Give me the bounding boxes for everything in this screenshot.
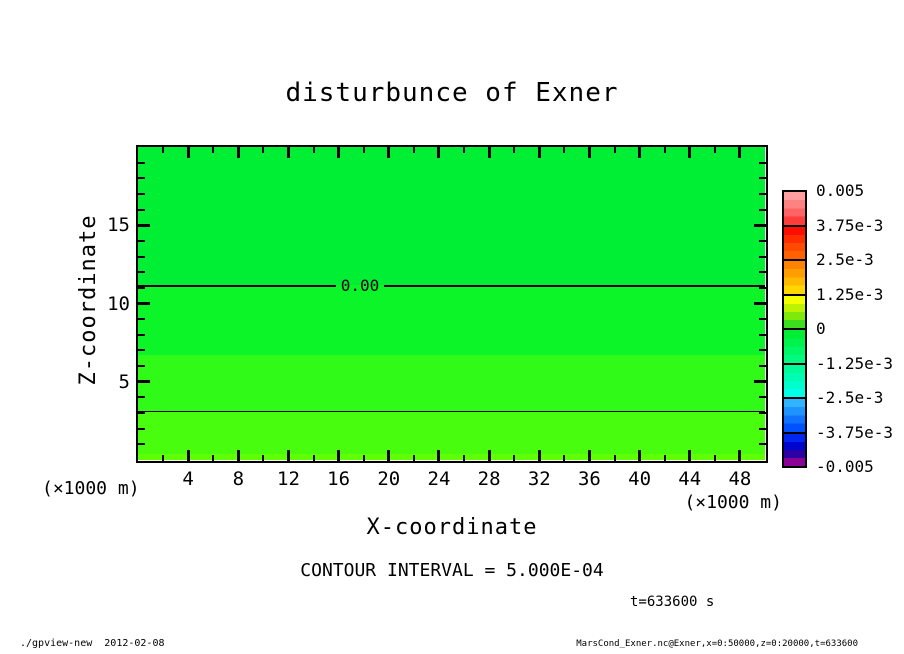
x-tick xyxy=(738,450,741,461)
x-tick xyxy=(413,455,415,461)
colorbar-cell xyxy=(782,190,807,227)
x-tick xyxy=(538,147,541,158)
x-tick xyxy=(262,147,264,153)
x-tick xyxy=(563,147,565,153)
y-tick xyxy=(138,240,145,242)
x-tick xyxy=(638,147,641,158)
y-tick xyxy=(138,271,145,273)
x-tick xyxy=(162,147,164,153)
colorbar-tick-label: 3.75e-3 xyxy=(816,215,884,235)
x-tick xyxy=(714,455,716,461)
x-tick-label: 8 xyxy=(232,468,245,490)
x-tick-label: 28 xyxy=(477,468,501,490)
x-tick-label: 20 xyxy=(377,468,401,490)
x-tick-label: 12 xyxy=(277,468,300,490)
colorbar-tick-label: 0 xyxy=(816,319,826,338)
x-tick xyxy=(387,147,390,158)
plot-area xyxy=(136,145,768,463)
x-tick xyxy=(187,147,190,158)
shade-band xyxy=(138,454,765,460)
contour-line xyxy=(138,411,765,412)
colorbar-tick-label: 1.25e-3 xyxy=(816,284,884,304)
x-tick-label: 4 xyxy=(182,468,194,490)
colorbar-cell xyxy=(782,432,807,469)
colorbar-tick-label: -1.25e-3 xyxy=(816,353,894,373)
y-tick xyxy=(759,256,766,258)
y-tick xyxy=(759,318,766,320)
y-tick xyxy=(759,412,766,414)
y-tick xyxy=(138,349,145,351)
shade-band xyxy=(138,355,765,411)
colorbar-cell xyxy=(782,328,807,365)
x-tick xyxy=(337,147,340,158)
y-axis-label: Z-coordinate xyxy=(76,214,101,386)
shade-band xyxy=(138,147,765,285)
time-text: t=633600 s xyxy=(630,594,715,610)
y-tick xyxy=(759,443,766,445)
x-tick xyxy=(664,455,666,461)
x-tick xyxy=(212,147,214,153)
shade-band xyxy=(138,285,765,355)
footer-program-text: ./gpview-new 2012-02-08 xyxy=(20,638,165,649)
x-tick xyxy=(513,455,515,461)
y-tick-label: 5 xyxy=(118,370,130,393)
x-tick xyxy=(538,450,541,461)
x-tick xyxy=(738,147,741,158)
colorbar-cell xyxy=(782,397,807,434)
x-tick-label: 44 xyxy=(678,468,702,490)
y-tick xyxy=(759,177,766,179)
colorbar-cell xyxy=(782,294,807,331)
x-tick xyxy=(437,147,440,158)
x-axis-unit: (×1000 m) xyxy=(684,492,782,513)
y-tick xyxy=(138,396,145,398)
x-tick xyxy=(488,147,491,158)
y-tick xyxy=(759,349,766,351)
x-tick xyxy=(187,450,190,461)
x-tick xyxy=(237,147,240,158)
y-tick xyxy=(759,396,766,398)
x-tick xyxy=(588,147,591,158)
y-tick xyxy=(759,271,766,273)
y-tick xyxy=(754,224,766,227)
x-tick xyxy=(463,455,465,461)
y-tick xyxy=(138,334,145,336)
x-tick xyxy=(513,147,515,153)
colorbar-tick-label: -2.5e-3 xyxy=(816,388,884,407)
contour-line xyxy=(138,285,336,287)
x-tick xyxy=(363,147,365,153)
y-tick xyxy=(754,302,766,305)
footer-file-text: MarsCond_Exner.nc@Exner,x=0:50000,z=0:20000,t=633600 xyxy=(576,639,858,649)
x-axis-label: X-coordinate xyxy=(366,515,538,540)
contour-line-label: 0.00 xyxy=(340,275,380,295)
y-tick xyxy=(138,209,145,211)
x-tick xyxy=(212,455,214,461)
x-tick xyxy=(413,147,415,153)
x-tick xyxy=(463,147,465,153)
contour-interval-text: CONTOUR INTERVAL = 5.000E-04 xyxy=(300,560,604,581)
x-tick xyxy=(237,450,240,461)
x-tick xyxy=(588,450,591,461)
colorbar-cell xyxy=(782,259,807,296)
x-tick xyxy=(688,147,691,158)
y-tick-label: 10 xyxy=(107,292,130,315)
colorbar-tick-label: -3.75e-3 xyxy=(816,422,894,442)
colorbar-cell xyxy=(782,225,807,262)
y-tick xyxy=(138,365,145,367)
y-axis-unit: (×1000 m) xyxy=(42,478,140,499)
y-tick xyxy=(138,256,145,258)
x-tick-label: 16 xyxy=(327,468,351,490)
x-tick xyxy=(614,455,616,461)
x-tick xyxy=(688,450,691,461)
colorbar-tick-label: 2.5e-3 xyxy=(816,250,874,269)
colorbar-tick-label: -0.005 xyxy=(816,457,874,476)
y-tick xyxy=(138,302,150,305)
x-tick xyxy=(337,450,340,461)
y-tick xyxy=(138,224,150,227)
x-tick-label: 36 xyxy=(577,468,601,490)
y-tick xyxy=(759,193,766,195)
x-tick-label: 48 xyxy=(728,468,752,490)
colorbar-tick-label: 0.005 xyxy=(816,181,865,200)
x-tick xyxy=(162,455,164,461)
x-tick-label: 40 xyxy=(628,468,652,490)
y-tick xyxy=(759,334,766,336)
contour-line xyxy=(384,285,765,287)
y-tick xyxy=(759,365,766,367)
y-tick xyxy=(754,380,766,383)
y-tick-label: 15 xyxy=(107,214,130,237)
y-tick xyxy=(138,412,145,414)
y-tick xyxy=(759,240,766,242)
y-tick xyxy=(759,428,766,430)
y-tick xyxy=(759,162,766,164)
x-tick xyxy=(714,147,716,153)
x-tick-label: 32 xyxy=(527,468,551,490)
x-tick xyxy=(437,450,440,461)
x-tick xyxy=(664,147,666,153)
x-tick-label: 24 xyxy=(427,468,451,490)
y-tick xyxy=(138,443,145,445)
y-tick xyxy=(759,287,766,289)
x-tick xyxy=(313,147,315,153)
y-tick xyxy=(138,318,145,320)
shade-band xyxy=(138,411,765,454)
x-tick xyxy=(614,147,616,153)
x-tick xyxy=(488,450,491,461)
x-tick xyxy=(313,455,315,461)
y-tick xyxy=(138,380,150,383)
y-tick xyxy=(138,177,145,179)
x-tick xyxy=(638,450,641,461)
y-tick xyxy=(759,209,766,211)
y-tick xyxy=(138,193,145,195)
y-tick xyxy=(138,428,145,430)
y-tick xyxy=(138,162,145,164)
chart-title: disturbunce of Exner xyxy=(285,78,619,108)
y-tick xyxy=(138,287,145,289)
x-tick xyxy=(287,450,290,461)
x-tick xyxy=(363,455,365,461)
x-tick xyxy=(387,450,390,461)
x-tick xyxy=(262,455,264,461)
colorbar-cell xyxy=(782,363,807,400)
x-tick xyxy=(563,455,565,461)
x-tick xyxy=(287,147,290,158)
